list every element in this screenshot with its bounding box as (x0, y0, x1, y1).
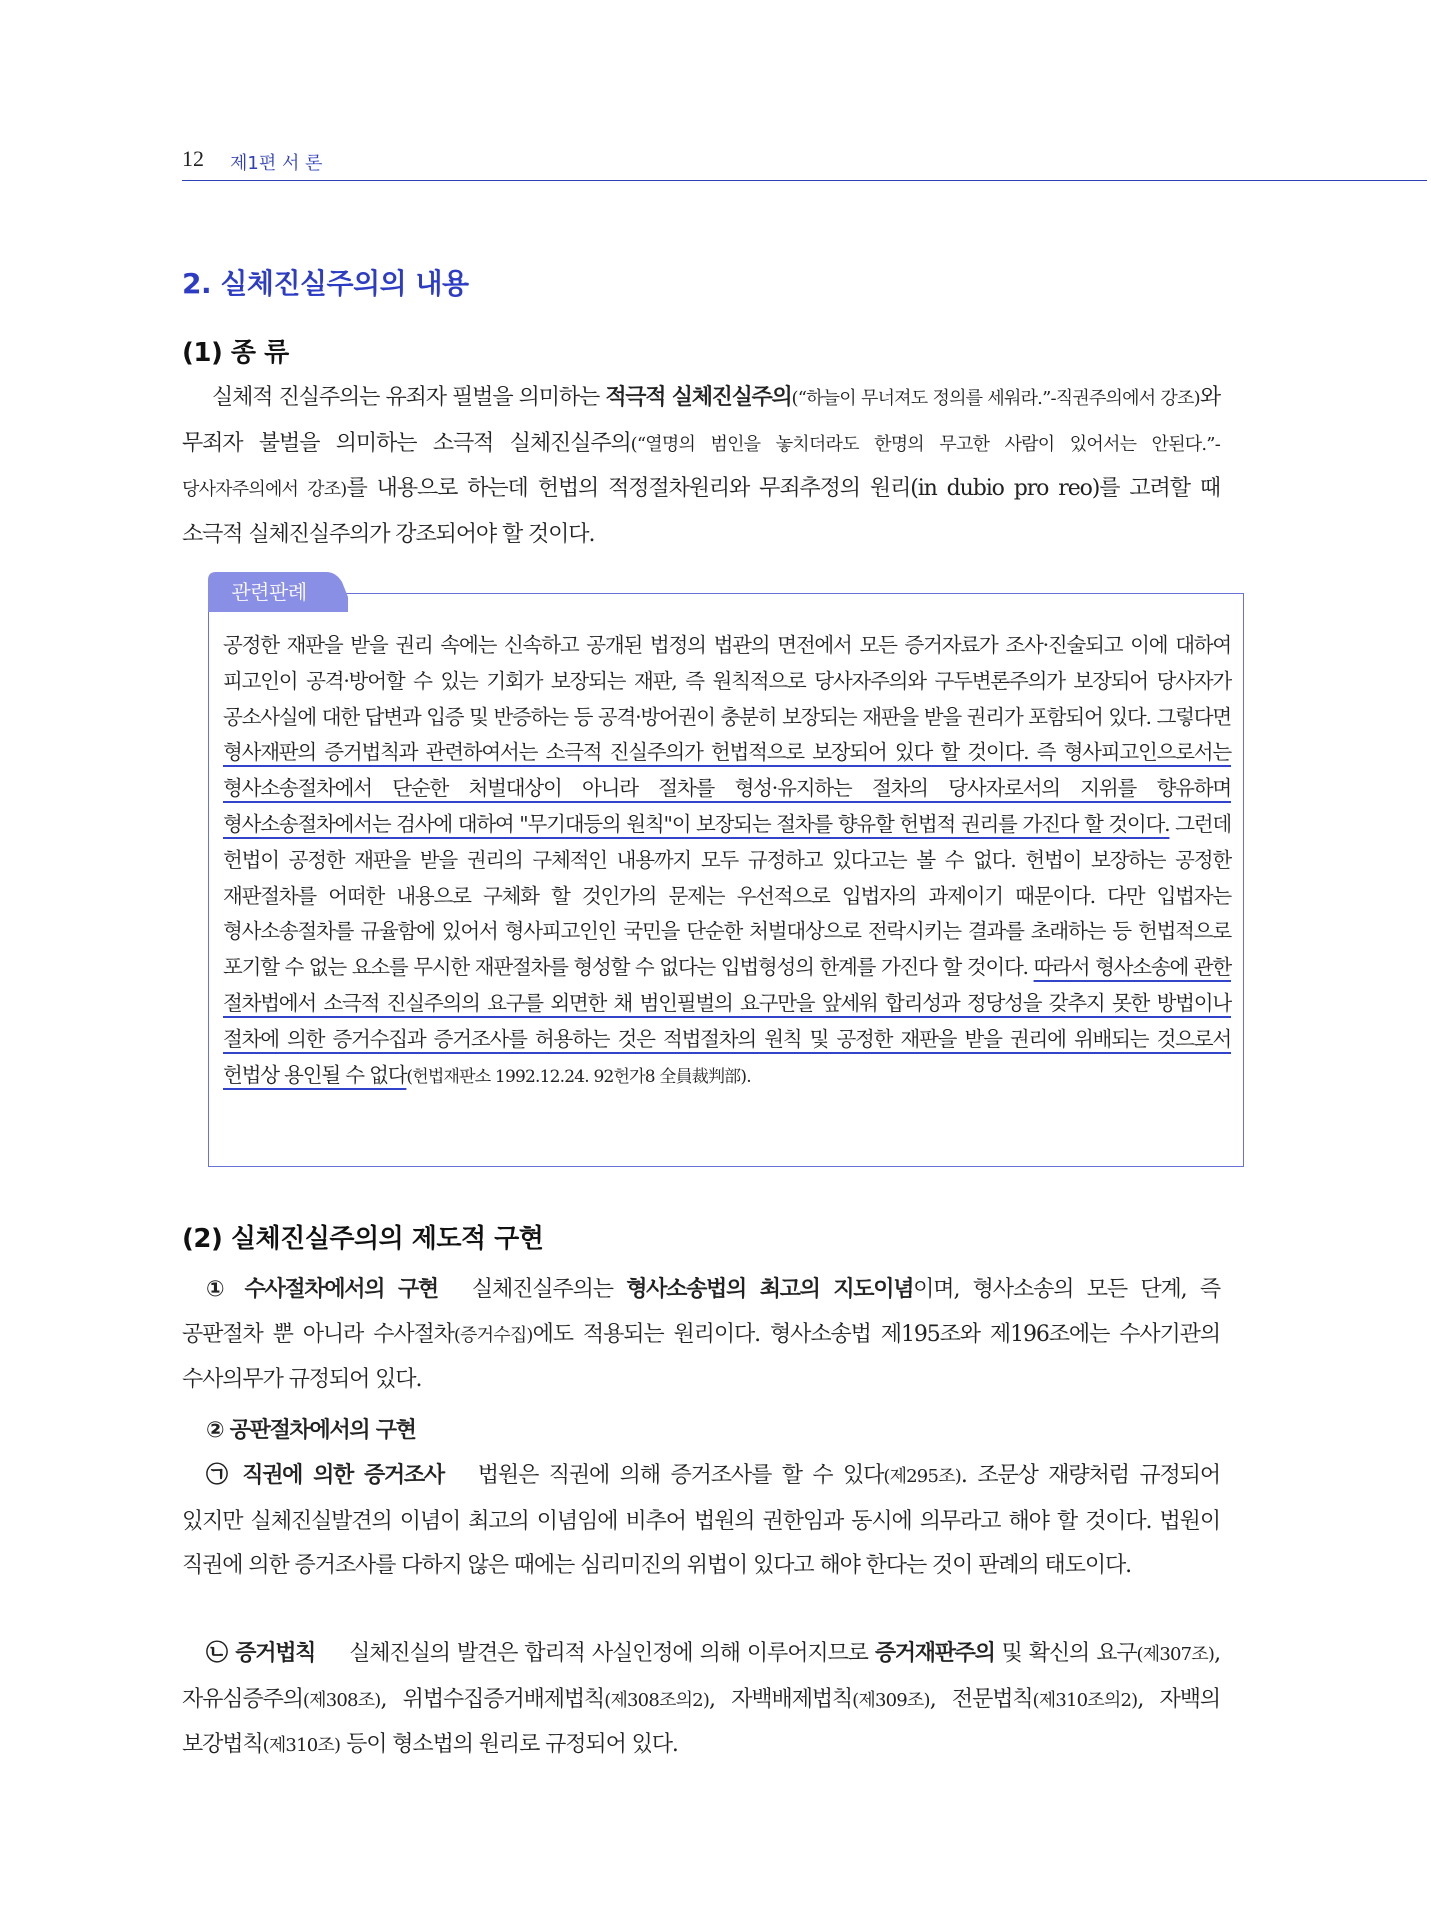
small-run: (제308조의2) (604, 1689, 710, 1711)
text-run: 이며, 형사소송의 모든 단계, 즉 공판절차 뿐 아니라 수사절차 (182, 1277, 1220, 1347)
item-label: ① 수사절차에서의 구현 (206, 1277, 438, 1302)
text-run: 실체진실의 발견은 합리적 사실인정에 의해 이루어지므로 (349, 1641, 875, 1666)
small-run: (제295조) (883, 1466, 961, 1487)
case-text-run: 그런데 헌법이 공정한 재판을 받을 권리의 구체적인 내용까지 모두 규정하고 있다고는 볼 수 없다. 헌법이 보장하는 공정한 재판절차를 어떠한 내용으로 구체화 할 것인가의 문제는 우선적으로 입법자의 과제이기 때문이다. 다만 입법자는 형사소송절차를 규율함에 있어서 형사피고인인 국민을 단순한 처벌대상으로 전락시키는 결과를 초래하는 등 헌법적으로 포기할 수 없는 요소를 무시한 재판절차를 형성할 수 없다는 입법형성의 한계를 가진다 할 것이다. (223, 811, 1231, 980)
text-run: 실체진실주의는 (471, 1277, 627, 1302)
evidence-rules-paragraph (182, 1632, 1220, 1769)
subsection-title-implementation: (2) 실체진실주의의 제도적 구현 (182, 1224, 544, 1254)
ex-officio-paragraph (182, 1454, 1220, 1589)
related-case-text (223, 628, 1231, 1095)
trial-heading (182, 1409, 1220, 1454)
related-case-tab (208, 572, 348, 612)
text-run: , 자유심증주의 (182, 1641, 1220, 1712)
case-citation: (헌법재판소 1992.12.24. 92헌가8 全員裁判部). (406, 1066, 751, 1087)
header-rule (182, 180, 1427, 181)
small-run: (증거수집) (453, 1324, 533, 1346)
page-number: 12 (182, 146, 204, 171)
text-run: 및 확신의 요구 (994, 1641, 1137, 1666)
text-run: 법원은 직권에 의해 증거조사를 할 수 있다 (477, 1463, 884, 1488)
investigation-paragraph (182, 1268, 1220, 1403)
small-run: (제308조) (302, 1689, 381, 1711)
running-header (182, 142, 1427, 182)
text-run: 와 무죄자 불벌을 의미하는 소극적 실체진실주의 (182, 385, 1220, 456)
small-run: (제307조) (1136, 1644, 1215, 1665)
text-run: , 전문법칙 (929, 1686, 1033, 1712)
text-run: , 위법수집증거배제법칙 (380, 1686, 605, 1712)
case-underlined-run: 따라서 형사소송에 관한 절차법에서 소극적 진실주의의 요구를 외면한 채 범인필벌의 요구만을 앞세워 합리성과 정당성을 갖추지 못한 방법이나 절차에 의한 증거수집과 증거조사를 허용하는 것은 적법절차의 원칙 및 공정한 재판을 받을 권리에 위배되는 것으로서 헌법상 용인될 수 없다 (223, 955, 1231, 1087)
quote-run: (“열명의 범인을 놓치더라도 한명의 무고한 사람이 있어서는 안된다.”-당사자주의에서 강조) (182, 433, 1220, 500)
text-run: 에도 적용되는 원리이다. 형사소송법 제195조와 제196조에는 수사기관의 수사의무가 규정되어 있다. (182, 1321, 1220, 1392)
text-run: 실체적 진실주의는 유죄자 필벌을 의미하는 (212, 385, 606, 410)
small-run: (제310조) (262, 1735, 341, 1756)
case-text-run: 공정한 재판을 받을 권리 속에는 신속하고 공개된 법정의 법관의 면전에서 모든 증거자료가 조사·진술되고 이에 대하여 피고인이 공격·방어할 수 있는 기회가 보장되는 재판, 즉 원칙적으로 당사자주의와 구두변론주의가 보장되어 당사자가 공소사실에 대한 답변과 입증 및 반증하는 등 공격·방어권이 충분히 보장되는 재판을 받을 권리가 포함되어 있다. 그렇다면 (223, 633, 1231, 729)
item-label: ② 공판절차에서의 구현 (206, 1418, 416, 1443)
text-run: , 자백의 보강법칙 (182, 1686, 1221, 1757)
bold-term: 형사소송법의 최고의 지도이념 (626, 1277, 914, 1302)
part-title: 제1편 서 론 (230, 153, 323, 174)
text-run: 등이 형소법의 원리로 규정되어 있다. (340, 1732, 678, 1757)
related-case-label: 관련판례 (231, 580, 307, 604)
subsection-title-types: (1) 종 류 (182, 338, 289, 368)
item-label: ㉠ 직권에 의한 증거조사 (206, 1463, 444, 1488)
bold-term: 증거재판주의 (874, 1641, 995, 1666)
quote-run: (“하늘이 무너져도 정의를 세워라.”-직권주의에서 강조) (791, 388, 1200, 409)
bold-term: 적극적 실체진실주의 (605, 385, 792, 410)
text-run: 를 내용으로 하는데 헌법의 적정절차원리와 무죄추정의 원리(in dubio pro reo)를 고려할 때 소극적 실체진실주의가 강조되어야 할 것이다. (182, 476, 1220, 547)
types-paragraph (182, 376, 1220, 557)
text-run: , 자백배제법칙 (709, 1686, 853, 1712)
small-run: (제309조) (852, 1689, 930, 1711)
small-run: (제310조의2) (1032, 1689, 1138, 1711)
text-run: . 조문상 재량처럼 규정되어 있지만 실체진실발견의 이념이 최고의 이념임에 비추어 법원의 권한임과 동시에 의무라고 해야 할 것이다. 법원이 직권에 의한 증거조사를 다하지 않은 때에는 심리미진의 위법이 있다고 해야 한다는 것이 판례의 태도이다. (182, 1463, 1220, 1578)
item-label: ㉡ 증거법칙 (206, 1641, 316, 1666)
section-title: 2. 실체진실주의의 내용 (182, 267, 469, 300)
case-underlined-run: 형사재판의 증거법칙과 관련하여서는 소극적 진실주의가 헌법적으로 보장되어 있다 할 것이다. 즉 형사피고인으로서는 형사소송절차에서 단순한 처벌대상이 아니라 절차를 형성·유지하는 절차의 당사자로서의 지위를 향유하며 형사소송절차에서는 검사에 대하여 "무기대등의 원칙"이 보장되는 절차를 향유할 헌법적 권리를 가진다 할 것이다. (223, 740, 1231, 836)
